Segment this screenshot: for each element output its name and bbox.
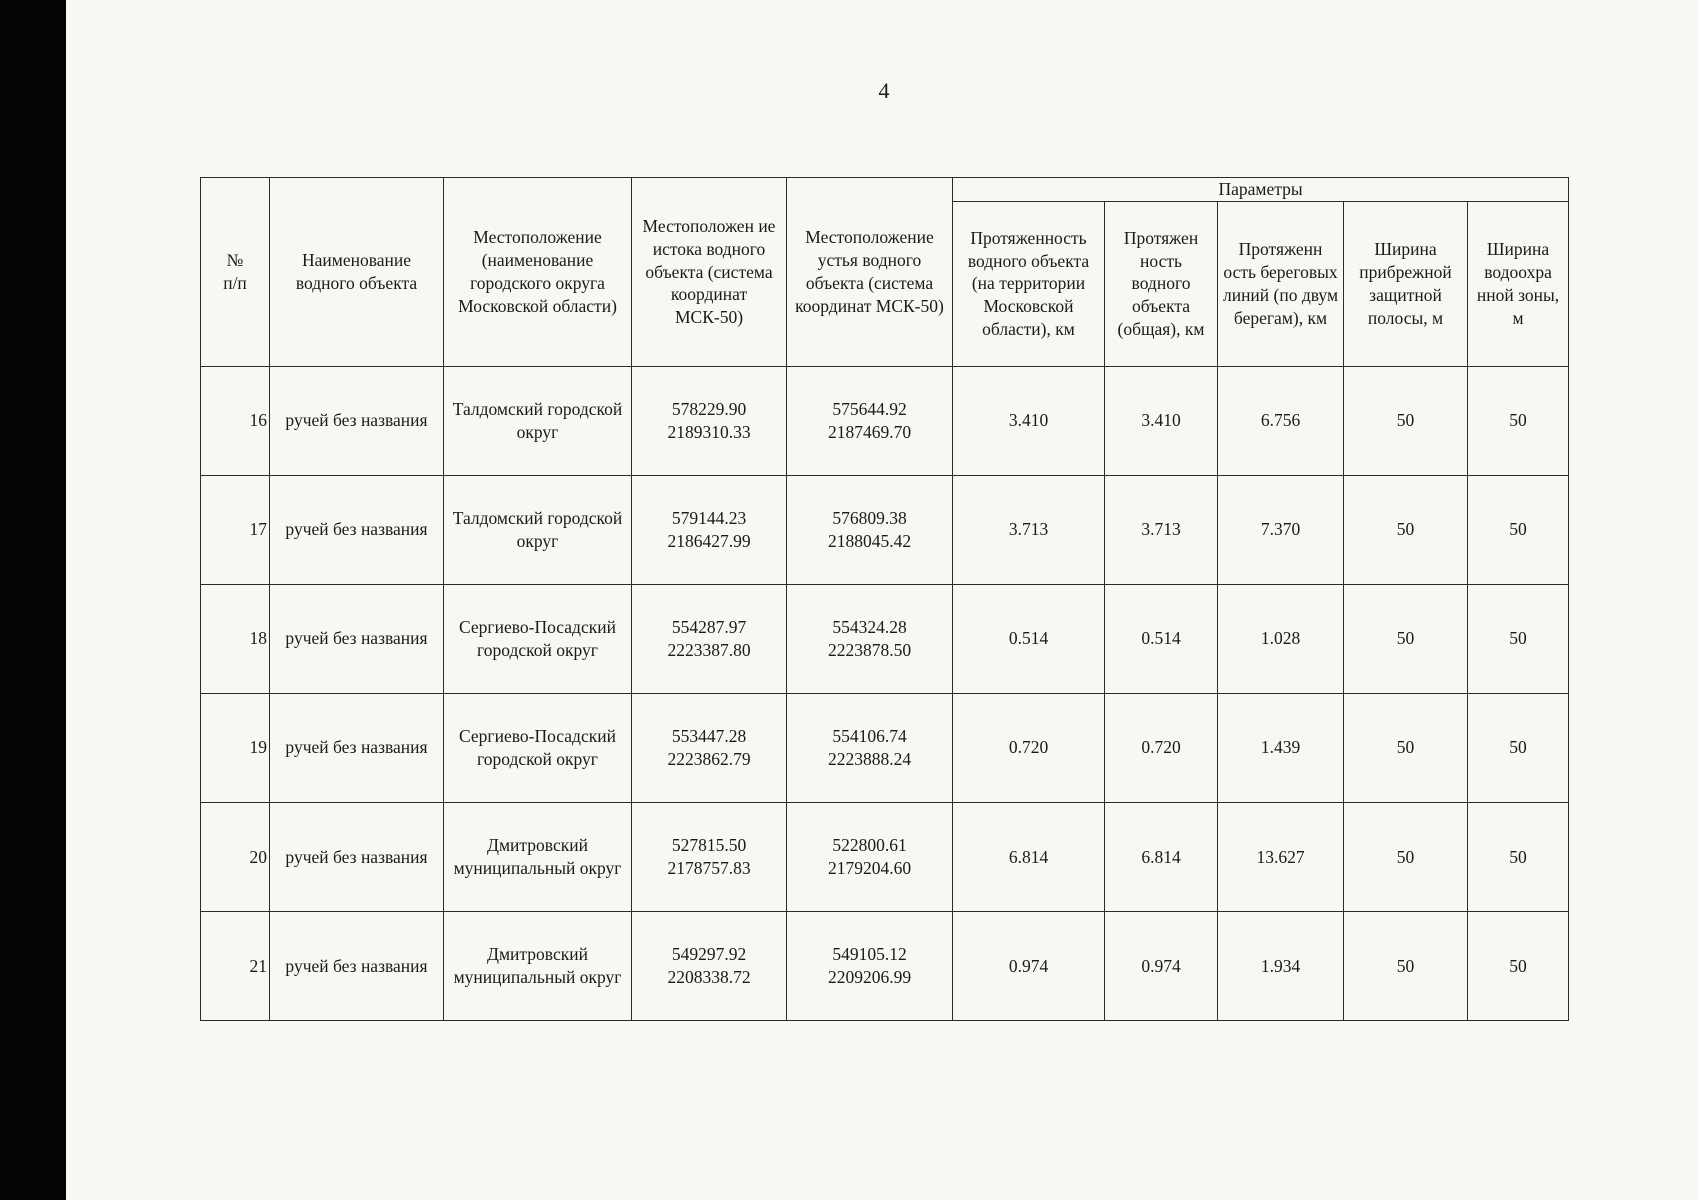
header-length-total: Протяжен ность водного объекта (общая), км: [1105, 201, 1218, 366]
row-name: ручей без названия: [270, 693, 444, 802]
row-name: ручей без названия: [270, 911, 444, 1020]
row-num: 18: [201, 584, 270, 693]
row-location: Дмитровский муниципальный округ: [444, 911, 632, 1020]
row-name: ручей без названия: [270, 802, 444, 911]
header-length-region: Протяженность водного объекта (на территории Московской области), км: [953, 201, 1105, 366]
row-location: Дмитровский муниципальный округ: [444, 802, 632, 911]
row-coastal-strip: 50: [1344, 802, 1468, 911]
header-num: № п/п: [201, 178, 270, 367]
row-mouth: [787, 693, 953, 802]
row-water-zone: 50: [1468, 802, 1569, 911]
row-shore-length: 1.028: [1218, 584, 1344, 693]
source-x: 549297.92: [671, 944, 747, 965]
row-mouth: [787, 802, 953, 911]
header-location: Местоположение (наименование городского округа Московской области): [444, 178, 632, 367]
row-shore-length: 7.370: [1218, 475, 1344, 584]
mouth-x: 576809.38: [832, 508, 907, 529]
row-source: [632, 911, 787, 1020]
row-name: ручей без названия: [270, 584, 444, 693]
water-objects-table: [200, 177, 1569, 1021]
table-row: [201, 693, 1569, 802]
mouth-y: 2223888.24: [827, 748, 912, 769]
row-location: Талдомский городской округ: [444, 475, 632, 584]
row-source: [632, 584, 787, 693]
row-length-total: 6.814: [1105, 802, 1218, 911]
row-coastal-strip: 50: [1344, 911, 1468, 1020]
source-x: 527815.50: [671, 835, 747, 856]
row-source: [632, 693, 787, 802]
row-length-region: 0.720: [953, 693, 1105, 802]
source-y: 2223387.80: [667, 639, 751, 660]
row-length-total: 0.720: [1105, 693, 1218, 802]
scan-black-edge: [0, 0, 66, 1200]
row-name: ручей без названия: [270, 366, 444, 475]
header-source: Местоположен ие истока водного объекта (система координат МСК-50): [632, 178, 787, 367]
mouth-y: 2223878.50: [827, 639, 912, 660]
table-row: [201, 366, 1569, 475]
header-water-zone: Ширина водоохра нной зоны, м: [1468, 201, 1569, 366]
page-number: 4: [878, 78, 890, 103]
header-params-group: Параметры: [953, 178, 1569, 202]
row-shore-length: 1.934: [1218, 911, 1344, 1020]
header-row-top: [201, 178, 1569, 202]
source-x: 553447.28: [671, 726, 747, 747]
row-mouth: [787, 911, 953, 1020]
row-source: [632, 366, 787, 475]
source-x: 554287.97: [671, 617, 747, 638]
row-coastal-strip: 50: [1344, 584, 1468, 693]
mouth-x: 522800.61: [832, 835, 907, 856]
row-water-zone: 50: [1468, 584, 1569, 693]
row-length-region: 0.974: [953, 911, 1105, 1020]
header-coastal-strip: Ширина прибрежной защитной полосы, м: [1344, 201, 1468, 366]
row-length-total: 3.713: [1105, 475, 1218, 584]
row-num: 16: [201, 366, 270, 475]
row-length-region: 3.713: [953, 475, 1105, 584]
row-coastal-strip: 50: [1344, 366, 1468, 475]
row-water-zone: 50: [1468, 366, 1569, 475]
row-length-region: 3.410: [953, 366, 1105, 475]
row-name: ручей без названия: [270, 475, 444, 584]
row-shore-length: 13.627: [1218, 802, 1344, 911]
row-location: Сергиево-Посадский городской округ: [444, 584, 632, 693]
row-length-total: 0.514: [1105, 584, 1218, 693]
source-x: 578229.90: [671, 399, 747, 420]
source-y: 2186427.99: [667, 530, 751, 551]
row-length-region: 6.814: [953, 802, 1105, 911]
row-location: Талдомский городской округ: [444, 366, 632, 475]
table-row: [201, 475, 1569, 584]
row-num: 21: [201, 911, 270, 1020]
row-water-zone: 50: [1468, 475, 1569, 584]
source-y: 2208338.72: [667, 966, 751, 987]
row-num: 17: [201, 475, 270, 584]
source-y: 2178757.83: [667, 857, 751, 878]
header-shore-length: Протяженн ость береговых линий (по двум берегам), км: [1218, 201, 1344, 366]
mouth-y: 2179204.60: [827, 857, 912, 878]
row-water-zone: 50: [1468, 911, 1569, 1020]
mouth-x: 554324.28: [832, 617, 907, 638]
row-water-zone: 50: [1468, 693, 1569, 802]
row-shore-length: 1.439: [1218, 693, 1344, 802]
row-num: 20: [201, 802, 270, 911]
row-source: [632, 475, 787, 584]
row-mouth: [787, 366, 953, 475]
source-y: 2189310.33: [667, 421, 751, 442]
table-row: [201, 802, 1569, 911]
row-mouth: [787, 584, 953, 693]
row-length-total: 3.410: [1105, 366, 1218, 475]
row-shore-length: 6.756: [1218, 366, 1344, 475]
mouth-x: 575644.92: [832, 399, 907, 420]
row-length-total: 0.974: [1105, 911, 1218, 1020]
mouth-y: 2188045.42: [827, 530, 912, 551]
row-length-region: 0.514: [953, 584, 1105, 693]
header-mouth: Местоположение устья водного объекта (система координат МСК-50): [787, 178, 953, 367]
source-y: 2223862.79: [667, 748, 751, 769]
row-location: Сергиево-Посадский городской округ: [444, 693, 632, 802]
mouth-x: 549105.12: [832, 944, 907, 965]
row-num: 19: [201, 693, 270, 802]
row-source: [632, 802, 787, 911]
table-row: [201, 911, 1569, 1020]
mouth-x: 554106.74: [832, 726, 907, 747]
table-row: [201, 584, 1569, 693]
source-x: 579144.23: [671, 508, 747, 529]
mouth-y: 2209206.99: [827, 966, 912, 987]
header-name: Наименование водного объекта: [270, 178, 444, 367]
row-mouth: [787, 475, 953, 584]
row-coastal-strip: 50: [1344, 475, 1468, 584]
mouth-y: 2187469.70: [827, 421, 912, 442]
row-coastal-strip: 50: [1344, 693, 1468, 802]
